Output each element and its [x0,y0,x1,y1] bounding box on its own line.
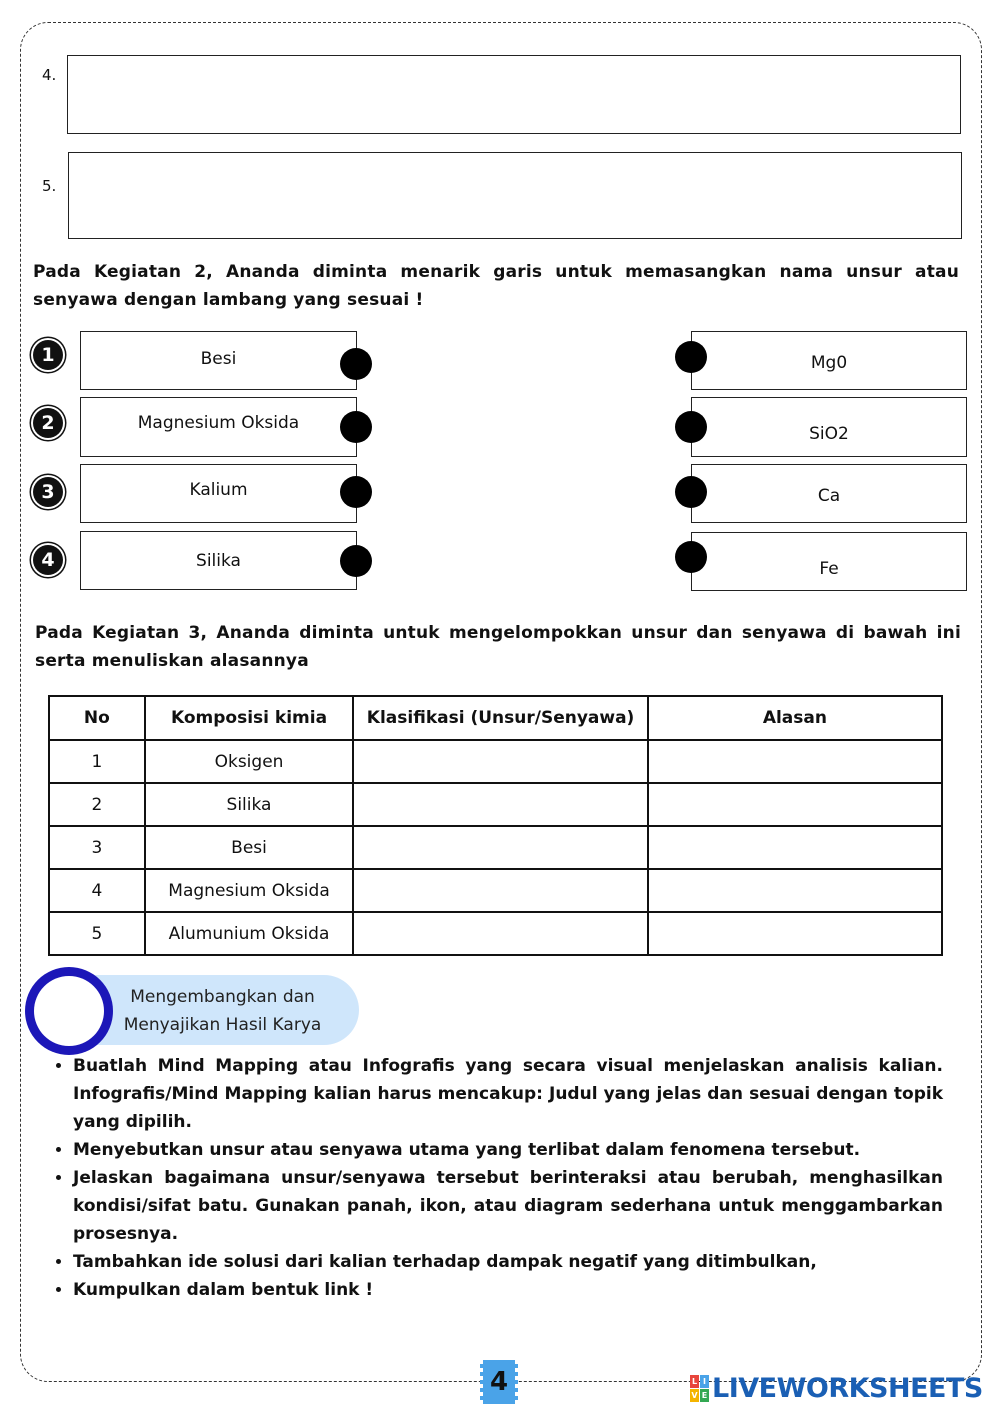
list-item: • Menyebutkan unsur atau senyawa utama yang terlibat dalam fenomena tersebut. [73,1136,943,1164]
match-dot-right-2[interactable] [675,411,707,443]
table-header-row [49,696,942,740]
answer-box-5[interactable] [68,152,962,239]
table-row [49,869,942,912]
liveworksheets-icon [690,1375,709,1402]
cell-komposisi: Oksigen [145,740,354,783]
logo-letter-l: L [691,1376,698,1386]
section-heading-line2: Menyajikan Hasil Karya [123,1015,322,1035]
match-right-label: Fe [819,559,839,579]
match-right-fe [691,532,967,591]
table-row [49,912,942,955]
liveworksheets-text: LIVEWORKSHEETS [712,1372,983,1404]
cell-komposisi: Silika [145,783,354,826]
marker-4-icon: 4 [33,545,63,575]
activity3-instruction: Pada Kegiatan 3, Ananda diminta untuk mengelompokkan unsur dan senyawa di bawah ini serta menuliskan alasannya [35,623,961,671]
list-item: • Buatlah Mind Mapping atau Infografis yang secara visual menjelaskan analisis kalian. Infografis/Mind Mapping kalian harus mencakup: Judul yang jelas dan sesuai dengan topik yang dipilih. [73,1052,943,1136]
match-right-label: SiO2 [809,424,849,444]
activity2-instruction: Pada Kegiatan 2, Ananda diminta menarik garis untuk memasangkan nama unsur atau senyawa dengan lambang yang sesuai ! [33,262,959,310]
match-right-label: Mg0 [810,353,848,373]
classification-table [48,695,943,956]
match-right-label: Ca [817,486,841,506]
cell-no: 2 [49,783,145,826]
table-row [49,826,942,869]
header-klasifikasi: Klasifikasi (Unsur/Senyawa) [353,696,648,740]
cell-komposisi: Besi [145,826,354,869]
cell-klasifikasi-input[interactable] [353,912,648,955]
match-dot-right-1[interactable] [675,341,707,373]
cell-alasan-input[interactable] [648,826,942,869]
match-left-magnesium-oksida [80,397,357,457]
match-dot-left-1[interactable] [340,348,372,380]
match-dot-right-4[interactable] [675,541,707,573]
table-row [49,783,942,826]
page-number-badge: 4 [480,1360,518,1404]
match-left-label: Silika [196,551,241,571]
match-dot-left-3[interactable] [340,476,372,508]
match-left-silika [80,531,357,590]
list-item: • Tambahkan ide solusi dari kalian terhadap dampak negatif yang ditimbulkan, [73,1248,943,1276]
cell-no: 1 [49,740,145,783]
match-right-ca [691,464,967,523]
match-left-label: Magnesium Oksida [137,413,300,433]
section-ring-icon [34,976,104,1046]
match-left-label: Besi [200,349,237,369]
logo-letter-e: E [701,1390,708,1400]
cell-no: 5 [49,912,145,955]
task-list [48,1052,943,1304]
match-dot-right-3[interactable] [675,476,707,508]
cell-alasan-input[interactable] [648,869,942,912]
cell-klasifikasi-input[interactable] [353,826,648,869]
list-item: • Jelaskan bagaimana unsur/senyawa tersebut berinteraksi atau berubah, menghasilkan kondisi/sifat batu. Gunakan panah, ikon, atau diagram sederhana untuk menggambarkan prosesnya. [73,1164,943,1248]
section-heading-line1: Mengembangkan dan [130,987,315,1007]
match-left-kalium [80,464,357,523]
cell-klasifikasi-input[interactable] [353,869,648,912]
logo-letter-v: V [691,1390,698,1400]
cell-no: 4 [49,869,145,912]
cell-klasifikasi-input[interactable] [353,783,648,826]
header-komposisi: Komposisi kimia [145,696,354,740]
cell-komposisi: Magnesium Oksida [145,869,354,912]
cell-klasifikasi-input[interactable] [353,740,648,783]
header-no: No [49,696,145,740]
logo-letter-i: I [700,1375,709,1388]
cell-alasan-input[interactable] [648,740,942,783]
cell-alasan-input[interactable] [648,912,942,955]
marker-2-icon: 2 [33,408,63,438]
cell-komposisi: Alumunium Oksida [145,912,354,955]
liveworksheets-logo [690,1373,983,1403]
marker-1-icon: 1 [33,340,63,370]
cell-no: 3 [49,826,145,869]
header-alasan: Alasan [648,696,942,740]
match-left-label: Kalium [189,480,248,500]
answer-box-4[interactable] [67,55,961,134]
table-row [49,740,942,783]
match-right-sio2 [691,397,967,457]
list-item: • Kumpulkan dalam bentuk link ! [73,1276,943,1304]
marker-3-icon: 3 [33,477,63,507]
match-dot-left-2[interactable] [340,411,372,443]
answer-number-4: 4. [42,66,57,84]
answer-number-5: 5. [42,177,57,195]
match-right-mgo [691,331,967,390]
section-heading [100,983,345,1039]
match-dot-left-4[interactable] [340,545,372,577]
cell-alasan-input[interactable] [648,783,942,826]
match-left-besi [80,331,357,390]
